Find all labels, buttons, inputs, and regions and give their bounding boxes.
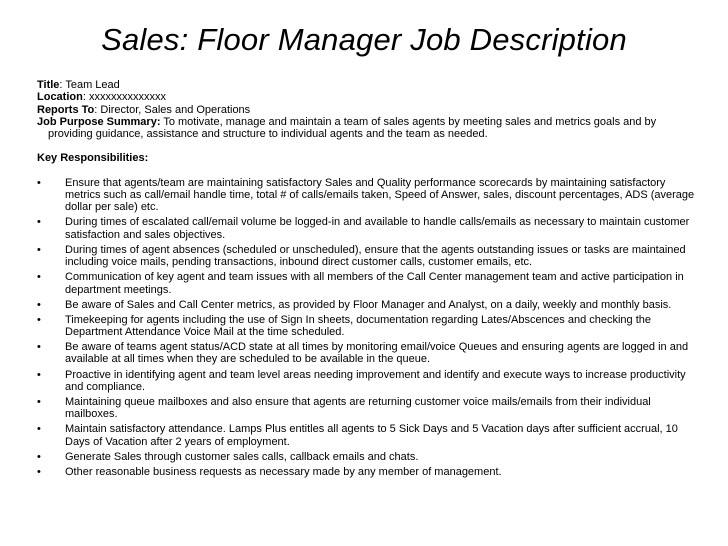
reports-to-field: Reports To: Director, Sales and Operations — [37, 103, 251, 116]
reports-to-label: Reports To — [37, 103, 95, 116]
list-item — [37, 466, 703, 478]
list-item — [37, 244, 703, 269]
list-item — [37, 451, 703, 463]
spacer — [37, 140, 703, 152]
list-item — [37, 369, 703, 394]
list-item — [37, 314, 703, 339]
list-item — [37, 396, 703, 421]
list-item — [37, 299, 703, 311]
responsibility-text: During times of escalated call/email volume be logged-in and available to handle calls/emails as necessary to maintain customer satisfaction and sales objectives. — [65, 216, 690, 241]
bullet-icon: • — [37, 176, 41, 189]
job-description-body — [37, 79, 703, 481]
job-purpose-field — [37, 116, 703, 141]
list-item — [37, 177, 703, 214]
list-item — [37, 423, 703, 448]
bullet-icon: • — [37, 423, 41, 436]
key-responsibilities-heading: Key Responsibilities: — [37, 152, 149, 165]
location-value: xxxxxxxxxxxxxx — [88, 91, 166, 104]
responsibility-text: During times of agent absences (scheduled or unscheduled), ensure that the agents outstanding issues or tasks are maintained including voice mails, pending transactions, inbound direct customer calls, customer emails, etc. — [65, 243, 686, 269]
responsibility-text: Timekeeping for agents including the use of Sign In sheets, documentation regarding Lates/Abscences and checking the Department Attendance Voice Mail at the time scheduled. — [65, 313, 652, 339]
bullet-icon: • — [37, 450, 41, 463]
responsibility-text: Maintaining queue mailboxes and also ensure that agents are returning customer voice mails/emails from their individual mailboxes. — [65, 395, 651, 421]
responsibility-text: Communication of key agent and team issues with all members of the Call Center management team and active participation in department meetings. — [65, 271, 684, 296]
responsibility-text: Be aware of teams agent status/ACD state at all times by monitoring email/voice Queues and ensuring agents are logged in and available at all times when they are scheduled to be available in the queue. — [65, 341, 689, 366]
responsibility-text: Maintain satisfactory attendance. Lamps Plus entitles all agents to 5 Sick Days and 5 Vacation days after sufficient accrual, 10 Days of Vacation after 2 years of employment. — [65, 423, 678, 448]
title-value: Team Lead — [65, 79, 120, 91]
bullet-icon: • — [37, 341, 41, 354]
list-item — [37, 216, 703, 241]
bullet-icon: • — [37, 313, 41, 326]
bullet-icon: • — [37, 298, 41, 311]
location-label: Location — [37, 91, 83, 104]
list-item — [37, 341, 703, 366]
job-purpose-value: To motivate, manage and maintain a team of sales agents by meeting sales and metrics goals and by providing guidance, assistance and structure to individual agents and the team as needed. — [48, 115, 657, 141]
responsibility-text: Proactive in identifying agent and team level areas needing improvement and identify and execute ways to increase productivity and compliance. — [65, 368, 686, 393]
title-label: Title — [37, 79, 60, 91]
responsibility-text: Be aware of Sales and Call Center metrics, as provided by Floor Manager and Analyst, on a daily, weekly and monthly basis. — [65, 298, 672, 311]
bullet-icon: • — [37, 271, 41, 284]
bullet-icon: • — [37, 465, 41, 478]
responsibility-text: Other reasonable business requests as necessary made by any member of management. — [65, 465, 502, 478]
bullet-icon: • — [37, 395, 41, 408]
bullet-icon: • — [37, 243, 41, 256]
job-purpose-label: Job Purpose Summary: — [37, 115, 161, 128]
bullet-icon: • — [37, 368, 41, 381]
responsibility-text: Ensure that agents/team are maintaining satisfactory Sales and Quality performance scorecards by maintaining satisfactory metrics such as call/email handle time, total # of calls/emails taken, Speed of Answer, sales, discount percentages, ADS (average dollar per sale) etc. — [65, 176, 695, 214]
location-field: Location: xxxxxxxxxxxxxx — [37, 91, 166, 104]
responsibilities-list — [37, 177, 703, 478]
reports-to-value: Director, Sales and Operations — [100, 103, 251, 116]
title-field: Title: Team Lead — [37, 79, 120, 91]
bullet-icon: • — [37, 216, 41, 229]
list-item — [37, 271, 703, 296]
slide-title: Sales: Floor Manager Job Description — [101, 22, 627, 57]
responsibility-text: Generate Sales through customer sales calls, callback emails and chats. — [65, 450, 419, 463]
